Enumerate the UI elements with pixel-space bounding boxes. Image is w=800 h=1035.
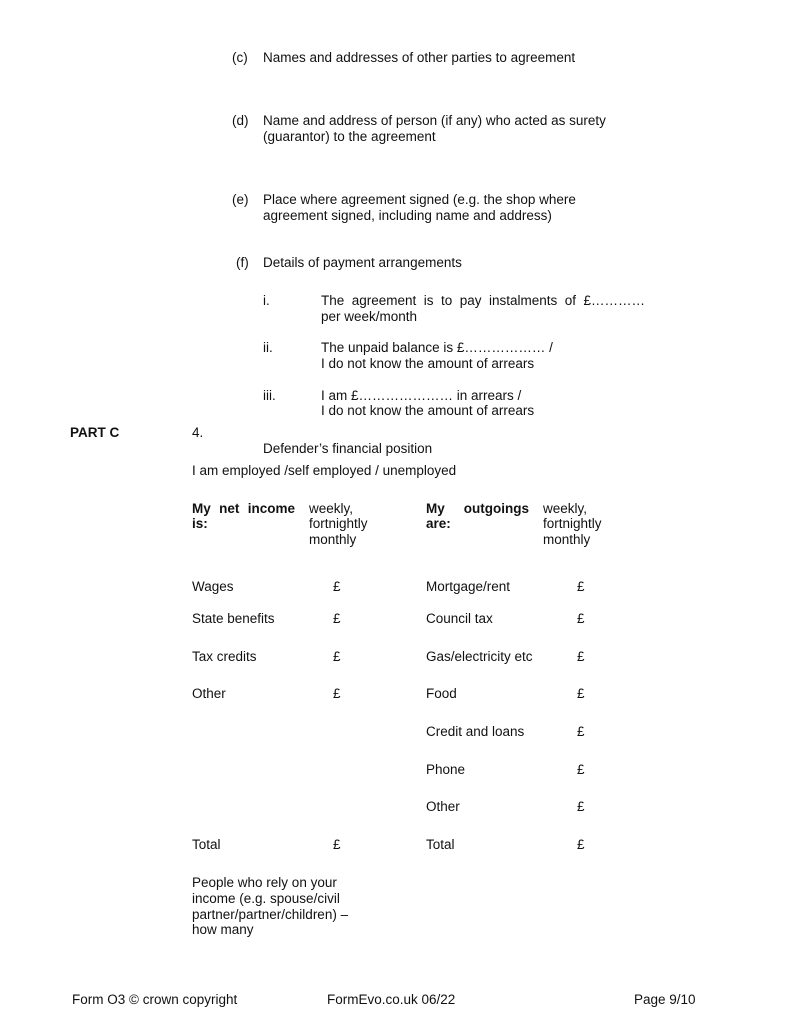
payment-item-numeral: ii. xyxy=(263,340,273,355)
item-e-line2: agreement signed, including name and address) xyxy=(263,208,552,223)
outgoing-row-currency: £ xyxy=(577,611,585,626)
income-total-label: Total xyxy=(192,837,221,852)
outgoing-row-label: Mortgage/rent xyxy=(426,579,511,594)
payment-item-line1: I am £………………… in arrears / xyxy=(321,388,522,403)
payment-item-numeral: i. xyxy=(263,293,270,308)
outgoing-row-label: Credit and loans xyxy=(426,724,525,739)
outgoing-row-label: Gas/electricity etc xyxy=(426,649,533,664)
income-frequency-1: weekly, xyxy=(309,501,354,516)
item-d-line2: (guarantor) to the agreement xyxy=(263,129,436,144)
item-f-marker: (f) xyxy=(236,255,249,270)
income-header-label: My net income xyxy=(192,501,295,516)
payment-item-line2: per week/month xyxy=(321,309,418,324)
outgoing-row-currency: £ xyxy=(577,724,585,739)
income-frequency-2: fortnightly xyxy=(309,516,368,531)
payment-item-line2: I do not know the amount of arrears xyxy=(321,403,535,418)
outgoings-header-label: My outgoings xyxy=(426,501,529,516)
part-c-label: PART C xyxy=(70,425,120,440)
outgoings-frequency-1: weekly, xyxy=(543,501,588,516)
dependants-line1: People who rely on your xyxy=(192,875,337,890)
outgoing-row-currency: £ xyxy=(577,649,585,664)
item-c-marker: (c) xyxy=(232,50,248,65)
outgoing-row-label: Other xyxy=(426,799,460,814)
income-row-label: Wages xyxy=(192,579,234,594)
item-d-marker: (d) xyxy=(232,113,249,128)
income-row-label: State benefits xyxy=(192,611,275,626)
outgoing-total-label: Total xyxy=(426,837,455,852)
dependants-line3: partner/partner/children) – xyxy=(192,907,349,922)
outgoing-row-label: Food xyxy=(426,686,457,701)
employment-status: I am employed /self employed / unemployed xyxy=(192,463,457,478)
outgoings-frequency-2: fortnightly xyxy=(543,516,602,531)
outgoing-row-currency: £ xyxy=(577,686,585,701)
part-c-heading: Defender’s financial position xyxy=(263,441,433,456)
outgoing-total-currency: £ xyxy=(577,837,585,852)
footer-copyright: Form O3 © crown copyright xyxy=(72,992,238,1007)
outgoing-row-label: Council tax xyxy=(426,611,493,626)
payment-item-line2: I do not know the amount of arrears xyxy=(321,356,535,371)
income-frequency-3: monthly xyxy=(309,532,357,547)
payment-item-numeral: iii. xyxy=(263,388,276,403)
outgoings-frequency-3: monthly xyxy=(543,532,591,547)
outgoing-row-currency: £ xyxy=(577,579,585,594)
item-e-marker: (e) xyxy=(232,192,249,207)
payment-item-line1: The unpaid balance is £……………… / xyxy=(321,340,553,355)
income-total-currency: £ xyxy=(333,837,341,852)
income-row-currency: £ xyxy=(333,611,341,626)
footer-page-number: Page 9/10 xyxy=(634,992,696,1007)
income-header-label-2: is: xyxy=(192,516,208,531)
payment-item-line1: The agreement is to pay instalments of £………… xyxy=(321,293,645,308)
item-c-text: Names and addresses of other parties to agreement xyxy=(263,50,576,65)
income-row-currency: £ xyxy=(333,686,341,701)
income-row-label: Other xyxy=(192,686,226,701)
dependants-line2: income (e.g. spouse/civil xyxy=(192,891,340,906)
income-row-currency: £ xyxy=(333,579,341,594)
footer-source: FormEvo.co.uk 06/22 xyxy=(327,992,456,1007)
income-row-currency: £ xyxy=(333,649,341,664)
income-row-label: Tax credits xyxy=(192,649,257,664)
part-c-number: 4. xyxy=(192,425,204,440)
dependants-line4: how many xyxy=(192,922,254,937)
outgoings-header-label-2: are: xyxy=(426,516,451,531)
item-f-text: Details of payment arrangements xyxy=(263,255,462,270)
outgoing-row-currency: £ xyxy=(577,762,585,777)
outgoing-row-currency: £ xyxy=(577,799,585,814)
item-e-line1: Place where agreement signed (e.g. the shop where xyxy=(263,192,576,207)
item-d-line1: Name and address of person (if any) who acted as surety xyxy=(263,113,606,128)
outgoing-row-label: Phone xyxy=(426,762,466,777)
